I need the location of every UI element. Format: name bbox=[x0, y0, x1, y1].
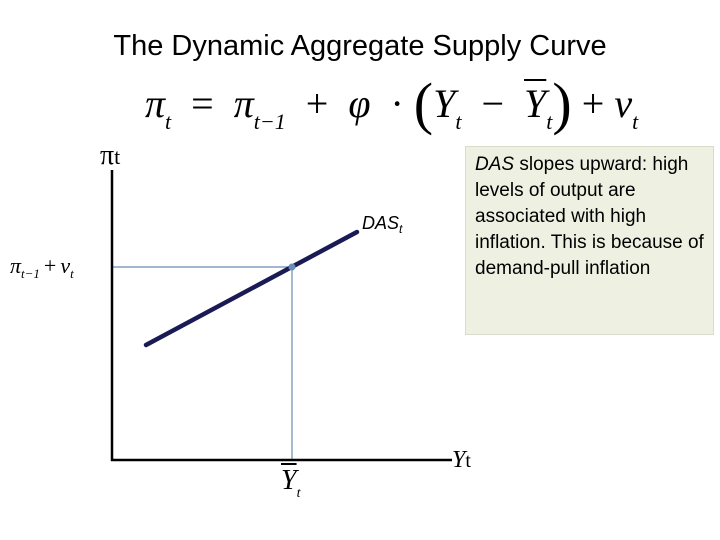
curve-label: $DAS_t$ bbox=[362, 213, 403, 236]
slide-title: The Dynamic Aggregate Supply Curve bbox=[113, 30, 607, 62]
equilibrium-point bbox=[289, 264, 296, 271]
das-formula: $\pi_t = \pi_{t-1} + \varphi \cdot (Y_t - \overline{Y}_t) + \nu_t$ bbox=[145, 71, 639, 136]
note-italic: DAS bbox=[475, 154, 515, 175]
x-axis-label: Yt bbox=[452, 447, 471, 473]
note-text: slopes upward: high levels of output are associated with high inflation. This is because of demand-pull inflation bbox=[475, 154, 704, 279]
das-curve bbox=[146, 232, 357, 345]
y-axis-label: πt bbox=[100, 140, 121, 171]
explanation-box bbox=[465, 146, 714, 335]
x-tick-label: $\overline{Y}_t$ bbox=[281, 465, 301, 501]
y-tick-label: $\pi_{t-1} + \nu_t$ bbox=[10, 253, 74, 281]
